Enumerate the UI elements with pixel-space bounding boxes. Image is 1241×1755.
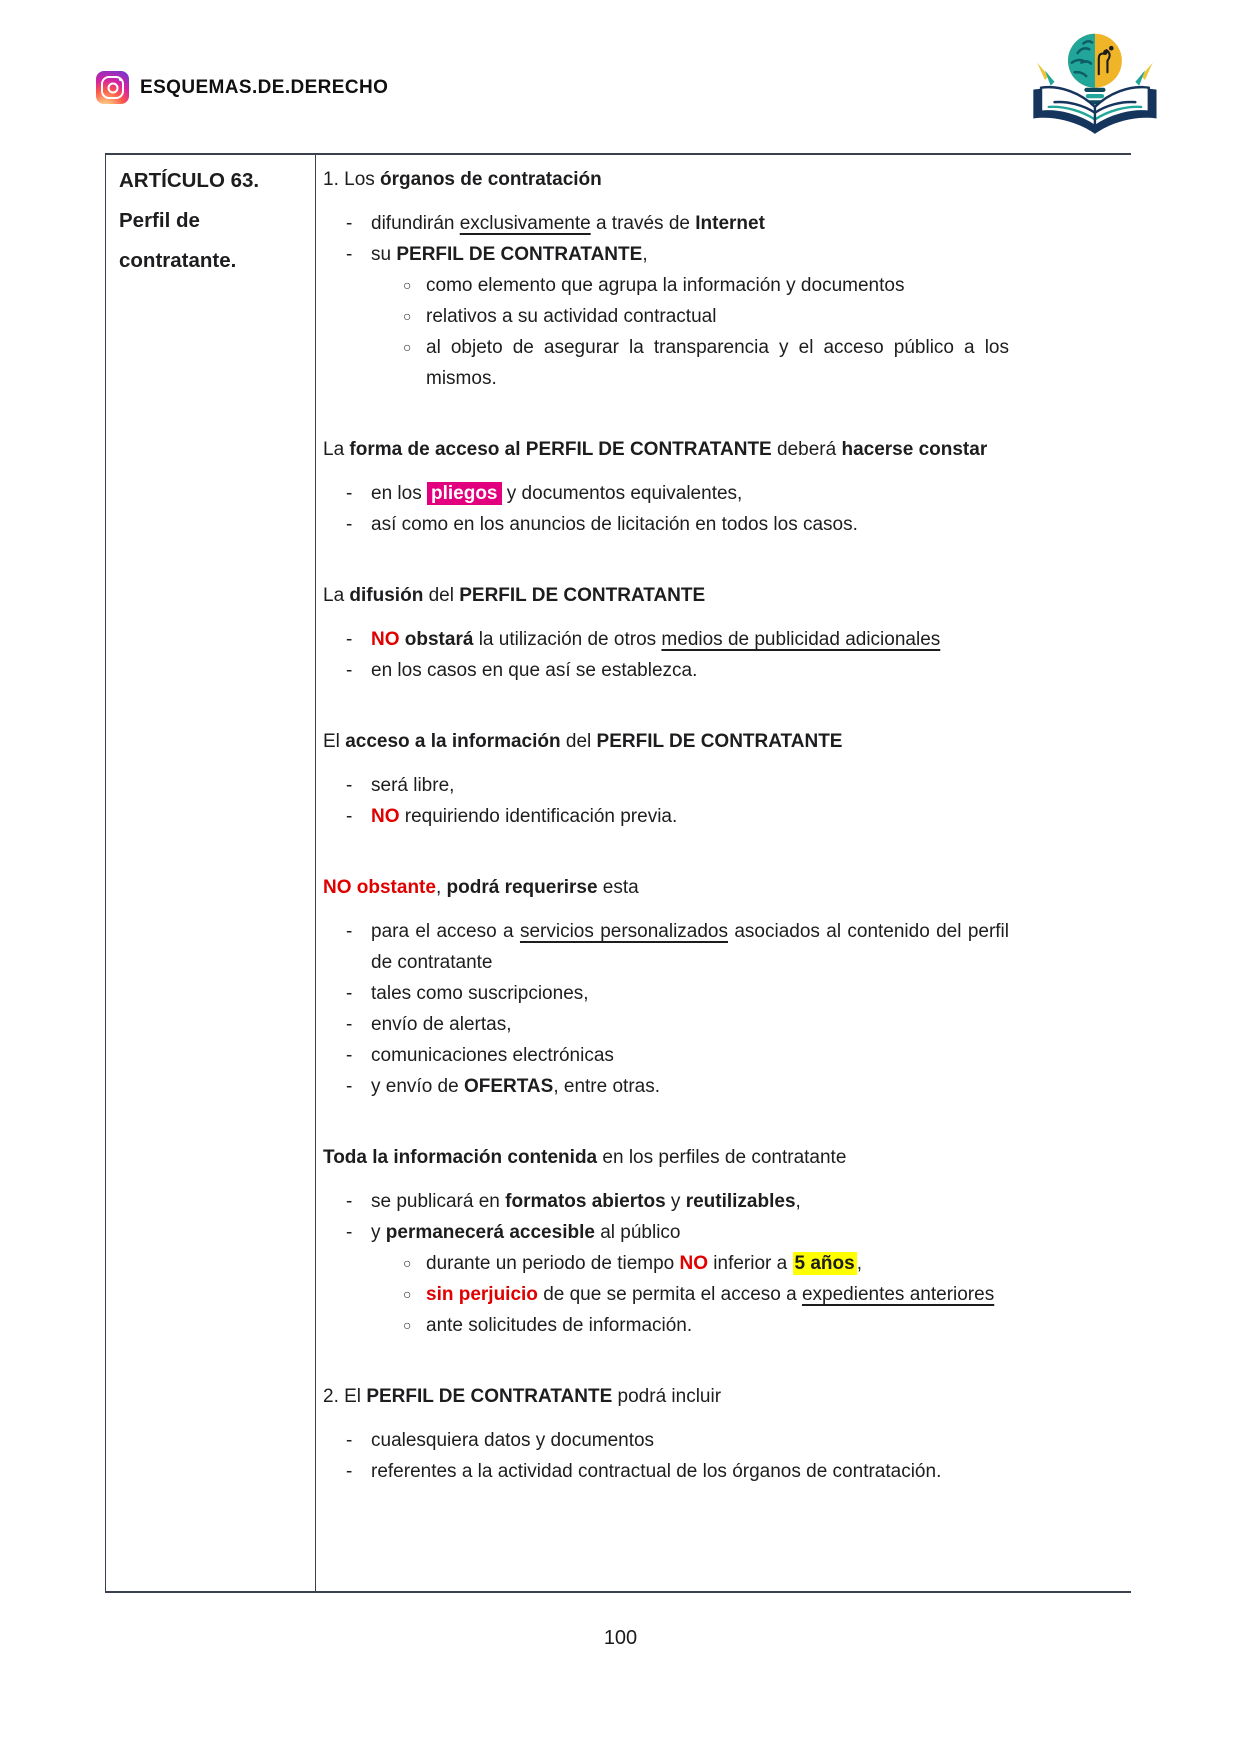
paragraph-heading [323,726,1009,757]
text-run: reutilizables [685,1191,796,1212]
bullet-item [323,655,1009,686]
circle-bullet-marker: ○ [403,1286,412,1302]
paragraph-heading [323,872,1009,903]
text-run: PERFIL DE CONTRATANTE [366,1386,613,1407]
text-run: para el acceso a [371,921,520,942]
text-run: inferior a [708,1253,793,1274]
text-run: al objeto de asegurar la transparencia y el acceso público a los mismos. [426,337,1009,389]
text-run: asociados al contenido del perfil de contratante [371,921,1009,973]
text-run: podrá requerirse [446,877,598,898]
section-gap [323,394,1009,434]
bullet-item [323,239,1009,270]
text-run: durante un periodo de tiempo [426,1253,680,1274]
text-run: deberá [771,439,842,460]
text-run: se publicará en [371,1191,506,1212]
section-gap [323,540,1009,580]
bullet-item [323,978,1009,1009]
text-run: exclusivamente [459,213,591,234]
text-run: a través de [590,213,696,234]
text-run: El [323,731,346,752]
paragraph-heading [323,580,1009,611]
text-run: formatos abiertos [505,1191,666,1212]
section-gap [323,686,1009,726]
instagram-handle: ESQUEMAS.DE.DERECHO [140,76,389,98]
page-number: 100 [603,1627,638,1649]
bullet-item [323,1009,1009,1040]
article-title-cell [106,155,316,1591]
bullet-item [323,1456,1009,1487]
book-brain-lightbulb-logo-icon [1016,20,1170,140]
circle-bullet-marker: ○ [403,1317,412,1333]
text-run: 2. El [323,1386,367,1407]
text-run: su [371,244,397,265]
dash-bullet-marker: - [346,483,353,504]
text-run: NO [679,1253,709,1274]
text-run: relativos a su actividad contractual [426,306,717,327]
bullet-item [323,301,1009,332]
text-run: hacerse constar [841,439,988,460]
article-title-line-2: contratante. [119,249,237,272]
text-run: ante solicitudes de información. [426,1315,693,1336]
article-schema-table [105,153,1131,1593]
dash-bullet-marker: - [346,660,353,681]
text-run: forma de acceso al PERFIL DE CONTRATANTE [349,439,772,460]
text-run: esta [597,877,639,898]
text-run: servicios personalizados [519,921,729,942]
text-run: órganos de contratación [380,169,602,190]
instagram-handle-row [96,71,388,104]
dash-bullet-marker: - [346,1191,353,1212]
text-run: del [560,731,597,752]
instagram-camera-flash-icon [119,78,122,81]
text-run: OFERTAS [463,1076,554,1097]
text-run: y envío de [371,1076,464,1097]
text-run: cualesquiera datos y documentos [371,1430,655,1451]
dash-bullet-marker: - [346,806,353,827]
text-run: sin perjuicio [426,1284,538,1305]
bullet-item [323,1071,1009,1102]
text-run: Internet [695,213,765,234]
circle-bullet-marker: ○ [403,308,412,324]
text-run: y [371,1222,386,1243]
text-run: difundirán [371,213,460,234]
page-footer [0,1627,1241,1650]
text-run: expedientes anteriores [801,1284,995,1305]
section-gap [323,832,1009,872]
dash-bullet-marker: - [346,213,353,234]
text-run: al público [594,1222,681,1243]
text-run: 5 años [794,1253,855,1274]
bullet-item [323,624,1009,655]
text-run: y documentos equivalentes, [501,483,743,504]
dash-bullet-marker: - [346,1014,353,1035]
text-run: podrá incluir [612,1386,722,1407]
bullet-item [323,801,1009,832]
bullet-item [323,509,1009,540]
text-run: medios de publicidad adicionales [661,629,941,650]
bullet-item [323,770,1009,801]
article-title-line-1: Perfil de [119,209,200,232]
dash-bullet-marker: - [346,244,353,265]
text-run: pliegos [427,482,502,505]
dash-bullet-marker: - [346,1076,353,1097]
text-run: en los casos en que así se establezca. [371,660,698,681]
bullet-item [323,1248,1009,1279]
text-run: 1. Los [323,169,381,190]
text-run: NO obstante [323,877,436,898]
text-run: la utilización de otros [473,629,662,650]
text-run: obstará [404,629,474,650]
article-content [316,155,1131,1591]
text-run: será libre, [371,775,455,796]
paragraph-heading [323,1142,1009,1173]
text-run: permanecerá accesible [385,1222,595,1243]
text-run: Toda la información contenida [323,1147,598,1168]
section-gap [323,1341,1009,1381]
paragraph-heading [323,164,1009,195]
text-run: , [435,877,447,898]
text-run: como elemento que agrupa la información y documentos [426,275,905,296]
text-run: PERFIL DE CONTRATANTE [459,585,706,606]
text-run: y [665,1191,686,1212]
dash-bullet-marker: - [346,1430,353,1451]
bullet-item [323,478,1009,509]
text-run: acceso a la información [345,731,561,752]
circle-bullet-marker: ○ [403,339,412,355]
text-run: así como en los anuncios de licitación en todos los casos. [371,514,858,535]
bullet-item [323,916,1009,978]
dash-bullet-marker: - [346,1045,353,1066]
text-run: PERFIL DE CONTRATANTE [596,731,843,752]
bullet-item [323,1279,1009,1310]
paragraph-heading [323,434,1009,465]
text-run: tales como suscripciones, [371,983,589,1004]
text-run: difusión [349,585,424,606]
text-run: , entre otras. [553,1076,660,1097]
instagram-icon [96,71,129,104]
dash-bullet-marker: - [346,775,353,796]
text-run: en los [371,483,427,504]
paragraph-heading [323,1381,1009,1412]
dash-bullet-marker: - [346,1222,353,1243]
circle-bullet-marker: ○ [403,1255,412,1271]
text-run: del [423,585,460,606]
circle-bullet-marker: ○ [403,277,412,293]
text-run: en los perfiles de contratante [597,1147,847,1168]
dash-bullet-marker: - [346,983,353,1004]
text-run: comunicaciones electrónicas [371,1045,614,1066]
text-run: , [642,244,648,265]
dash-bullet-marker: - [346,629,353,650]
dash-bullet-marker: - [346,921,353,942]
bullet-item [323,1217,1009,1248]
text-run: envío de alertas, [371,1014,512,1035]
instagram-camera-lens-icon [107,82,118,93]
text-run: requiriendo identificación previa. [399,806,678,827]
bullet-item [323,208,1009,239]
text-run: PERFIL DE CONTRATANTE [396,244,643,265]
section-gap [323,1102,1009,1142]
text-run: NO [371,629,400,650]
bullet-item [323,1425,1009,1456]
text-run: de que se permita el acceso a [537,1284,802,1305]
text-run: , [856,1253,862,1274]
text-run: La [323,585,350,606]
article-number: ARTÍCULO 63. [119,169,260,192]
text-run: NO [371,806,400,827]
bullet-item [323,1040,1009,1071]
bullet-item [323,270,1009,301]
dash-bullet-marker: - [346,514,353,535]
text-run: La [323,439,350,460]
text-run: referentes a la actividad contractual de los órganos de contratación. [371,1461,942,1482]
text-run: , [795,1191,801,1212]
dash-bullet-marker: - [346,1461,353,1482]
bullet-item [323,1310,1009,1341]
bullet-item [323,332,1009,394]
bullet-item [323,1186,1009,1217]
